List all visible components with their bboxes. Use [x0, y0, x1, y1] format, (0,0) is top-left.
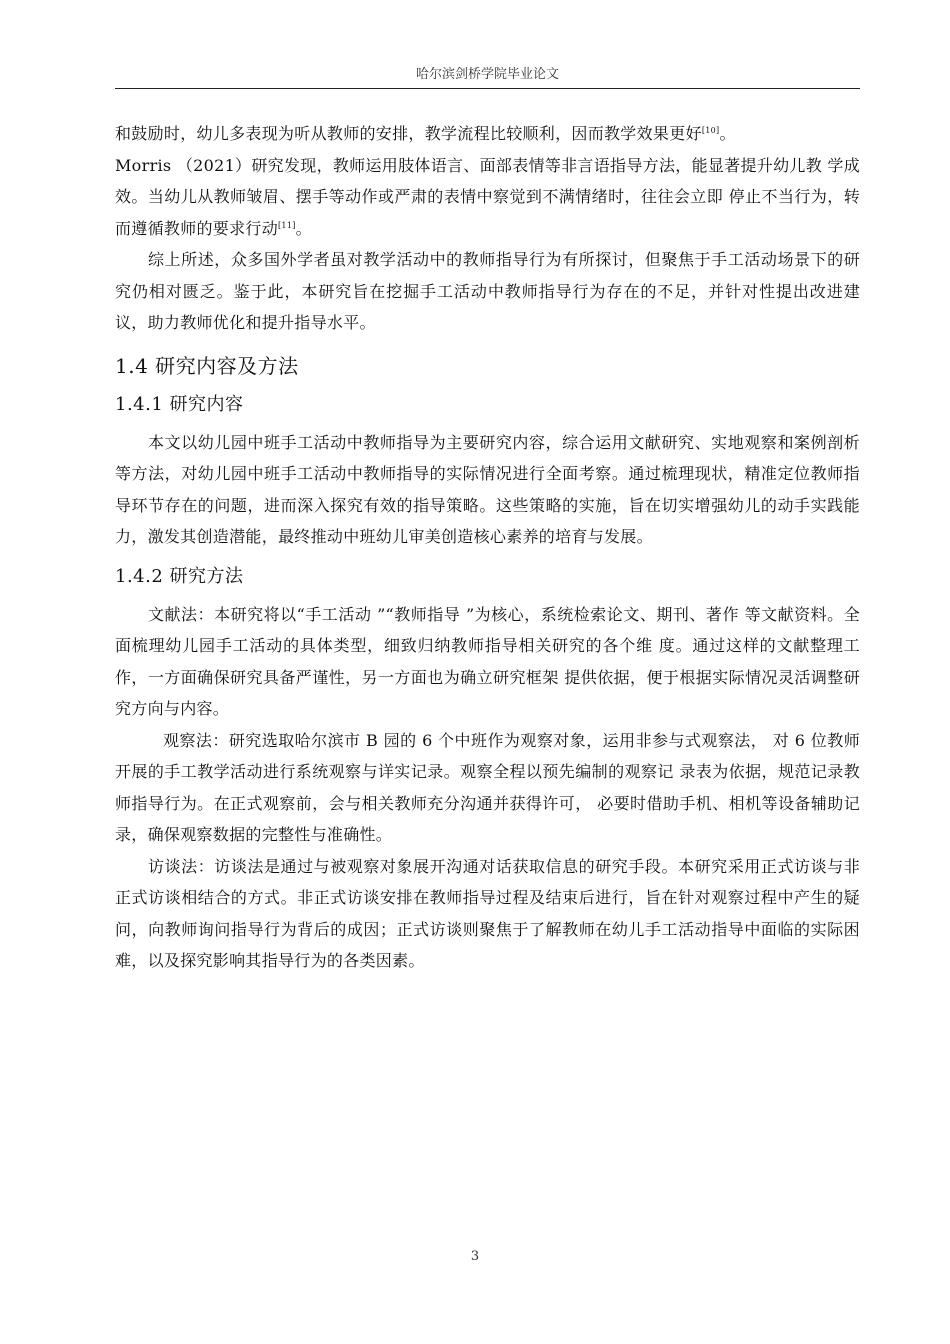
paragraph-research-content: 本文以幼儿园中班手工活动中教师指导为主要研究内容，综合运用文献研究、实地观察和案例剖析等方法，对幼儿园中班手工活动中教师指导的实际情况进行全面考察。通过梳理现状，精准定位教师指导环节存在的问题，进而深入探究有效的指导策略。这些策略的实施，旨在切实增强幼儿的动手实践能力，激发其创造潜能，最终推动中班幼儿审美创造核心素养的培育与发展。 [115, 432, 860, 546]
citation-ref: [10] [701, 126, 720, 135]
paragraph-morris [115, 150, 860, 245]
paragraph-text: 和鼓励时，幼儿多表现为听从教师的安排，教学流程比较顺利，因而教学效果更好 [115, 124, 702, 143]
page-body [115, 118, 860, 977]
section-heading-1-4: 1.4 研究内容及方法 [115, 353, 299, 378]
section-heading-1-4-1: 1.4.1 研究内容 [115, 393, 244, 415]
citation-ref: [11] [278, 220, 296, 230]
paragraph-observation-method: 观察法：研究选取哈尔滨市 B 园的 6 个中班作为观察对象，运用非参与式观察法， 对 6 位教师开展的手工教学活动进行系统观察与详实记录。观察全程以预先编制的观察记 录表为依据，规范记录教师指导行为。在正式观察前，会与相关教师充分沟通并获得许可， 必要时借助手机、相机等设备辅助记录，确保观察数据的完整性与准确性。 [115, 730, 860, 844]
paragraph-continuation [115, 118, 860, 150]
paragraph-text: Morris （2021）研究发现，教师运用肢体语言、面部表情等非言语指导方法，能显著提升幼儿教 学成效。当幼儿从教师皱眉、摆手等动作或严肃的表情中察觉到不满情绪时，往往会立即 停止不当行为，转而遵循教师的要求行动 [115, 155, 860, 238]
paragraph-literature-method: 文献法：本研究将以“手工活动 ”“教师指导 ”为核心，系统检索论文、期刊、著作 等文献资料。全面梳理幼儿园手工活动的具体类型，细致归纳教师指导相关研究的各个维 度。通过这样的文献整理工作，一方面确保研究具备严谨性，另一方面也为确立研究框架 提供依据，便于根据实际情况灵活调整研究方向与内容。 [115, 604, 860, 718]
running-header: 哈尔滨剑桥学院毕业论文 [415, 67, 559, 82]
section-heading-1-4-2: 1.4.2 研究方法 [115, 565, 244, 587]
page-number: 3 [470, 1249, 480, 1264]
paragraph-tail: 。 [719, 124, 736, 143]
paragraph-interview-method: 访谈法：访谈法是通过与被观察对象展开沟通对话获取信息的研究手段。本研究采用正式访谈与非正式访谈相结合的方式。非正式访谈安排在教师指导过程及结束后进行，旨在针对观察过程中产生的疑问，向教师询问指导行为背后的成因；正式访谈则聚焦于了解教师在幼儿手工活动指导中面临的实际困难，以及探究影响其指导行为的各类因素。 [115, 856, 860, 970]
paragraph-summary: 综上所述，众多国外学者虽对教学活动中的教师指导行为有所探讨，但聚焦于手工活动场景下的研究仍相对匮乏。鉴于此，本研究旨在挖掘手工活动中教师指导行为存在的不足，并针对性提出改进建议，助力教师优化和提升指导水平。 [115, 250, 860, 332]
header-divider [115, 88, 860, 89]
paragraph-tail: 。 [295, 218, 312, 238]
